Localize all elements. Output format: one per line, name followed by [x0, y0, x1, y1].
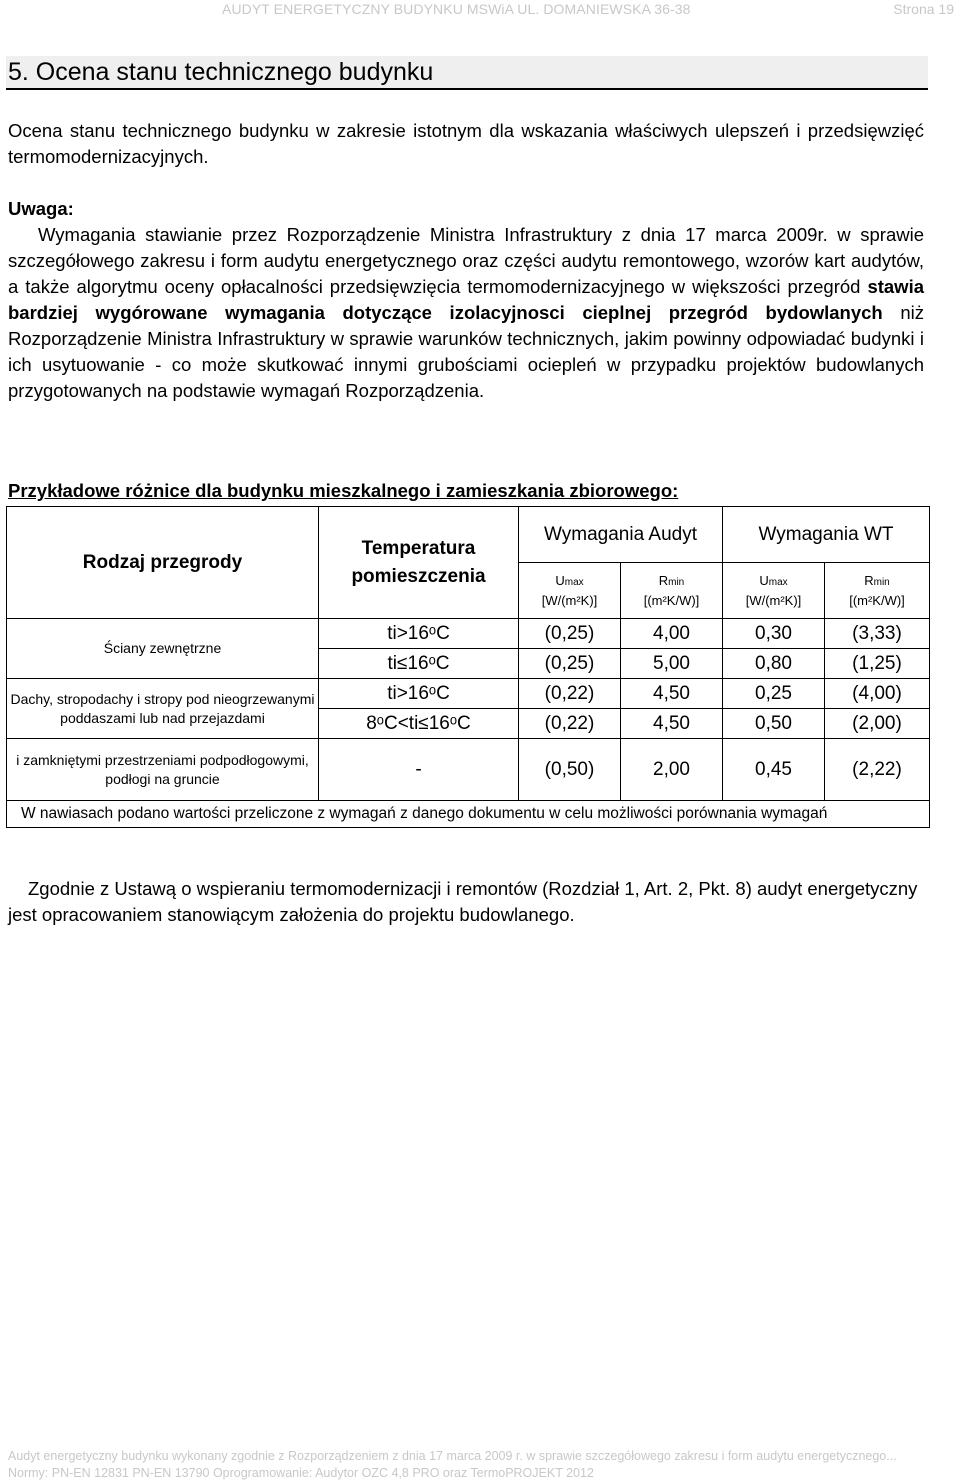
cell-r-wt: (2,00) [825, 709, 930, 739]
row-label-dachy: Dachy, stropodachy i stropy pod nieogrzewanymi poddaszami lub nad przejazdami [7, 679, 319, 739]
cell-u-audyt: (0,22) [519, 709, 621, 739]
page-number: Strona 19 [893, 1, 954, 17]
cell-r-audyt: 4,50 [621, 709, 723, 739]
footer-line-2: Normy: PN-EN 12831 PN-EN 13790 Oprogramowanie: Audytor OZC 4,8 PRO oraz TermoPROJEKT 2012 [8, 1466, 594, 1480]
unit-umax-wt: Umax [W/(m²K)] [723, 563, 825, 619]
unit-umax-audyt: Umax [W/(m²K)] [519, 563, 621, 619]
header-temperatura: Temperatura pomieszczenia [319, 507, 519, 619]
cell-r-wt: (1,25) [825, 649, 930, 679]
intro-text: Ocena stanu technicznego budynku w zakresie istotnym dla wskazania właściwych ulepszeń i przedsięwzięć termomodernizacyjnych. [8, 120, 924, 167]
table-note: W nawiasach podano wartości przeliczone z wymagań z danego dokumentu w celu możliwości porównania wymagań [7, 801, 930, 828]
cell-r-audyt: 4,50 [621, 679, 723, 709]
cell-u-audyt: (0,22) [519, 679, 621, 709]
cell-temp: - [319, 739, 519, 801]
conclusion-text: Zgodnie z Ustawą o wspieraniu termomodernizacji i remontów (Rozdział 1, Art. 2, Pkt. 8) audyt energetyczny jest opracowaniem stanowiącym założenia do projektu budowlanego. [8, 878, 918, 925]
cell-r-wt: (3,33) [825, 619, 930, 649]
requirements-table [6, 506, 930, 828]
cell-u-wt: 0,45 [723, 739, 825, 801]
unit-rmin-wt: Rmin [(m²K/W)] [825, 563, 930, 619]
cell-r-wt: (4,00) [825, 679, 930, 709]
cell-temp: 8ᵒC<ti≤16ᵒC [319, 709, 519, 739]
uwaga-text-start: Wymagania stawianie przez Rozporządzenie Ministra Infrastruktury z dnia 17 marca 2009r. w sprawie szczegółowego zakresu i form audytu energetycznego oraz części audytu remontowego, wzorów kart audytów, a także algorytmu oceny opłacalności przedsięwzięcia termomodernizacyjnego w większości przegród [8, 224, 924, 297]
cell-temp: ti≤16ᵒC [319, 649, 519, 679]
row-label-podlogi: i zamkniętymi przestrzeniami podpodłogowymi, podłogi na gruncie [7, 739, 319, 801]
table-row [7, 619, 930, 649]
cell-r-audyt: 4,00 [621, 619, 723, 649]
page-footer [8, 1448, 897, 1482]
uwaga-bold-text: stawia bardziej wygórowane wymagania dotyczące izolacyjnosci cieplnej przegród bydowlanych [8, 276, 924, 323]
cell-u-audyt: (0,50) [519, 739, 621, 801]
table-note-row [7, 801, 930, 828]
cell-u-wt: 0,30 [723, 619, 825, 649]
uwaga-text-rest: niż Rozporządzenie Ministra Infrastruktury w sprawie warunków technicznych, jakim powinny odpowiadać budynki i ich usytuowanie - co może skutkować innymi grubościami ociepleń w przypadku projektów budowlanych przygotowanych na podstawie wymagań Rozporządzenia. [8, 302, 925, 401]
cell-temp: ti>16ᵒC [319, 679, 519, 709]
header-left-text: AUDYT ENERGETYCZNY BUDYNKU MSWiA UL. DOMANIEWSKA 36-38 [222, 1, 691, 17]
uwaga-label: Uwaga: [8, 198, 74, 219]
table-row [7, 679, 930, 709]
uwaga-paragraph [8, 222, 924, 404]
header-wt: Wymagania WT [723, 507, 930, 563]
cell-temp: ti>16ᵒC [319, 619, 519, 649]
header-audyt: Wymagania Audyt [519, 507, 723, 563]
cell-r-audyt: 5,00 [621, 649, 723, 679]
cell-u-wt: 0,25 [723, 679, 825, 709]
table-caption: Przykładowe różnice dla budynku mieszkalnego i zamieszkania zbiorowego: [8, 480, 679, 501]
conclusion-paragraph [8, 876, 924, 928]
row-label-sciany: Ściany zewnętrzne [7, 619, 319, 679]
section-title: 5. Ocena stanu technicznego budynku [6, 56, 928, 90]
unit-rmin-audyt: Rmin [(m²K/W)] [621, 563, 723, 619]
header-rodzaj: Rodzaj przegrody [7, 507, 319, 619]
cell-r-audyt: 2,00 [621, 739, 723, 801]
table-row [7, 739, 930, 801]
cell-u-wt: 0,50 [723, 709, 825, 739]
footer-line-1: Audyt energetyczny budynku wykonany zgodnie z Rozporządzeniem z dnia 17 marca 2009 r. w sprawie szczegółowego zakresu i form audytu energetycznego... [8, 1449, 897, 1463]
cell-u-wt: 0,80 [723, 649, 825, 679]
cell-r-wt: (2,22) [825, 739, 930, 801]
page-header [0, 0, 960, 20]
cell-u-audyt: (0,25) [519, 619, 621, 649]
cell-u-audyt: (0,25) [519, 649, 621, 679]
intro-paragraph [8, 118, 924, 170]
